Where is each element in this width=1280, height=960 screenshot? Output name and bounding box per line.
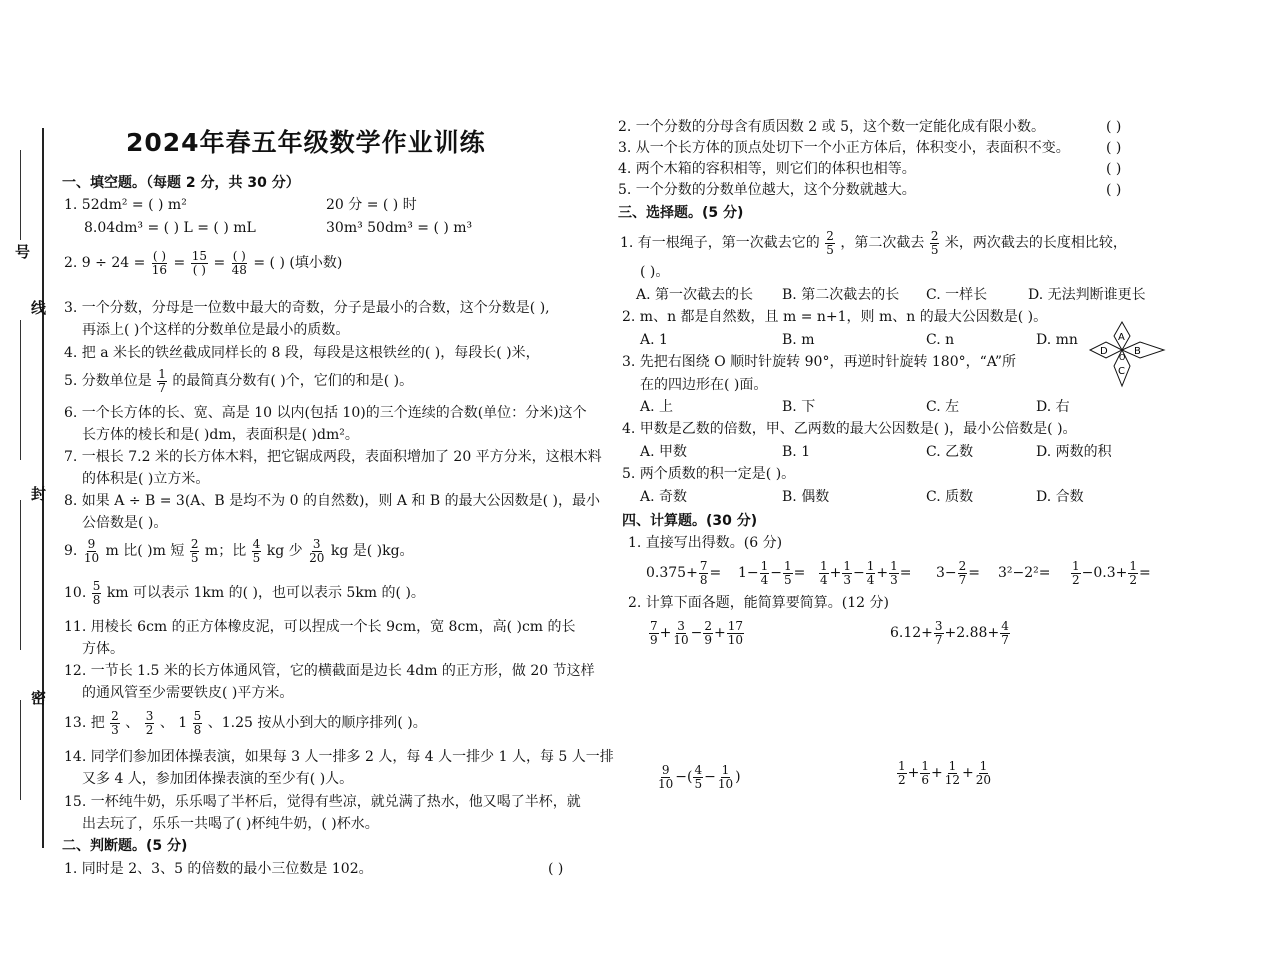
choice-3-option-b: B. 下	[782, 399, 816, 415]
question-3a: 3. 一个分数，分母是一位数中最大的奇数，分子是最小的合数，这个分数是( ),	[64, 300, 550, 316]
denominator: 48	[231, 262, 247, 277]
worksheet-title: 2024年春五年级数学作业训练	[126, 128, 486, 157]
calc-1-header: 1. 直接写出得数。(6 分)	[628, 535, 783, 551]
q2-equals: =	[173, 255, 186, 272]
section-judge-header: 二、判断题。(5 分)	[62, 838, 188, 854]
q5-text: 的最简真分数有( )个，它们的和是( )。	[172, 373, 414, 390]
margin-dash-line	[20, 320, 21, 460]
section-calc-header: 四、计算题。(30 分)	[622, 513, 758, 529]
choice-5: 5. 两个质数的积一定是( )。	[622, 466, 796, 482]
denominator: 5	[252, 550, 261, 565]
calc-simplify-1: $\frac{7}{9}$ + $\frac{3}{10}$ − $\frac{2}{9}$ + $\frac{17}{10}$	[650, 619, 744, 647]
question-6b: 长方体的棱长和是( )dm，表面积是( )dm²。	[82, 427, 359, 443]
margin-label: 封	[29, 486, 47, 501]
margin-dash-line	[20, 500, 21, 650]
denominator: 5	[190, 550, 199, 565]
c1-fraction-1	[825, 230, 835, 256]
q9-text: m 比( )m 短	[105, 543, 185, 560]
calc-expr-1: 0.375+ $\frac{7}{8}$ =	[646, 559, 722, 587]
denominator: 7	[158, 380, 166, 395]
q5-fraction	[157, 368, 167, 394]
question-1d: 30m³ 50dm³ = ( ) m³	[326, 220, 473, 236]
denominator: 2	[145, 722, 154, 737]
choice-4: 4. 甲数是乙数的倍数，甲、乙两数的最大公因数是( )，最小公倍数是( )。	[622, 421, 1077, 437]
rhombus-right	[1122, 342, 1164, 358]
question-9	[64, 538, 414, 564]
numerator: 2	[190, 537, 199, 551]
numerator: ( )	[152, 249, 167, 263]
margin-dash-line	[20, 150, 21, 240]
choice-2-option-c: C. n	[926, 332, 955, 348]
q10-text: 10.	[64, 585, 87, 602]
denominator: 3	[111, 722, 119, 737]
judge-2-answer-paren: ( )	[1106, 119, 1122, 135]
q2-fraction-2	[191, 250, 208, 276]
denominator: 16	[151, 262, 168, 277]
denominator: 20	[309, 550, 325, 565]
judge-3: 3. 从一个长方体的顶点处切下一个小正方体后，体积变小，表面积不变。	[618, 140, 1070, 156]
numerator: 3	[145, 709, 154, 723]
choice-5-option-c: C. 质数	[926, 489, 974, 505]
question-11b: 方体。	[82, 641, 124, 657]
q13-fraction-2	[145, 710, 155, 736]
calc-expr-5: 3²−2²=	[998, 565, 1051, 581]
numerator: 2	[826, 229, 834, 243]
judge-4-answer-paren: ( )	[1106, 161, 1122, 177]
q13-mixed-whole: 1	[178, 715, 188, 732]
calc-simplify-3: $\frac{9}{10}$ −( $\frac{4}{5}$ − $\frac{1}{10}$ )	[658, 763, 741, 791]
q10-text: km 可以表示 1km 的( )，也可以表示 5km 的( )。	[106, 585, 425, 602]
choice-2-option-b: B. m	[782, 332, 815, 348]
choice-4-option-c: C. 乙数	[926, 444, 974, 460]
rotation-figure	[1088, 318, 1168, 390]
question-1c: 8.04dm³ = ( ) L = ( ) mL	[84, 220, 256, 236]
choice-1-option-b: B. 第二次截去的长	[782, 287, 900, 303]
denominator: 10	[83, 550, 100, 565]
denominator: 5	[930, 242, 939, 257]
question-4: 4. 把 a 米长的铁丝截成同样长的 8 段，每段是这根铁丝的( )，每段长( )米，	[64, 345, 540, 361]
q13-separator: 、	[125, 715, 140, 732]
numerator: 4	[252, 537, 261, 551]
q13-text: 、1.25 按从小到大的顺序排列( )。	[207, 715, 427, 732]
choice-1-option-a: A. 第一次截去的长	[636, 287, 754, 303]
question-8b: 公倍数是( )。	[82, 515, 168, 531]
denominator: 5	[826, 242, 834, 257]
choice-1	[620, 230, 1127, 256]
q13-fraction-1	[110, 710, 120, 736]
numerator: 3	[312, 537, 321, 551]
judge-2: 2. 一个分数的分母含有质因数 2 或 5，这个数一定能化成有限小数。	[618, 119, 1045, 135]
q9-text: kg 是( )kg。	[330, 543, 414, 560]
numerator: ( )	[232, 249, 246, 263]
calc-simplify-4: $\frac{1}{2}$ + $\frac{1}{6}$ + $\frac{1}{12}$ + $\frac{1}{20}$	[898, 759, 992, 787]
choice-1-option-d: D. 无法判断谁更长	[1028, 287, 1146, 303]
q2-text: 2. 9 ÷ 24 =	[64, 255, 146, 272]
choice-3b: 在的四边形在( )面。	[640, 377, 768, 393]
q2-fraction-1	[151, 250, 168, 276]
q9-fraction-2	[190, 538, 200, 564]
question-10	[64, 580, 425, 606]
question-14b: 又多 4 人，参加团体操表演的至少有( )人。	[82, 771, 354, 787]
choice-3-option-c: C. 左	[926, 399, 960, 415]
numerator: 5	[193, 709, 202, 723]
question-15b: 出去玩了，乐乐一共喝了( )杯纯牛奶，( )杯水。	[82, 816, 379, 832]
numerator: 9	[87, 537, 96, 551]
choice-5-option-d: D. 合数	[1036, 489, 1084, 505]
figure-label-c: C	[1118, 366, 1125, 377]
q9-text: kg 少	[266, 543, 303, 560]
question-12b: 的通风管至少需要铁皮( )平方米。	[82, 685, 294, 701]
section-fill-in-header: 一、填空题。（每题 2 分，共 30 分）	[62, 175, 300, 191]
denominator: ( )	[192, 262, 206, 277]
denominator: 8	[193, 722, 202, 737]
question-6a: 6. 一个长方体的长、宽、高是 10 以内(包括 10)的三个连续的合数(单位：分米)这个	[64, 405, 587, 421]
q9-text: 9.	[64, 543, 78, 560]
choice-3-option-a: A. 上	[640, 399, 674, 415]
q10-fraction	[92, 580, 102, 606]
q9-fraction-3	[252, 538, 262, 564]
c1-text: 1. 有一根绳子，第一次截去它的	[620, 235, 820, 252]
numerator: 1	[158, 367, 166, 381]
calc-expr-3: $\frac{1}{4}$ + $\frac{1}{3}$ − $\frac{1}{4}$ + $\frac{1}{3}$ =	[820, 559, 912, 587]
question-1a: 1. 52dm² = ( ) m²	[64, 197, 187, 213]
choice-4-option-a: A. 甲数	[640, 444, 688, 460]
figure-label-b: B	[1134, 346, 1141, 357]
question-11a: 11. 用棱长 6cm 的正方体橡皮泥，可以捏成一个长 9cm，宽 8cm，高( )cm 的长	[64, 619, 576, 635]
calc-expr-4: 3− $\frac{2}{7}$ =	[936, 559, 981, 587]
calc-simplify-2: 6.12+ $\frac{3}{7}$ +2.88+ $\frac{4}{7}$	[890, 619, 1009, 647]
judge-1: 1. 同时是 2、3、5 的倍数的最小三位数是 102。	[64, 861, 373, 877]
section-choice-header: 三、选择题。(5 分)	[618, 205, 744, 221]
choice-2-option-d: D. mn	[1036, 332, 1078, 348]
question-15a: 15. 一杯纯牛奶，乐乐喝了半杯后，觉得有些凉，就兑满了热水，他又喝了半杯，就	[64, 794, 581, 810]
calc-expr-6: $\frac{1}{2}$ −0.3+ $\frac{1}{2}$ =	[1072, 559, 1151, 587]
figure-label-o: O	[1119, 353, 1126, 362]
numerator: 15	[191, 249, 207, 263]
calc-2-header: 2. 计算下面各题，能简算要简算。(12 分)	[628, 595, 889, 611]
question-12a: 12. 一节长 1.5 米的长方体通风管，它的横截面是边长 4dm 的正方形，做 20 节这样	[64, 663, 595, 679]
q9-fraction-4	[308, 538, 325, 564]
numerator: 5	[92, 579, 101, 593]
question-3b: 再添上( )个这样的分数单位是最小的质数。	[82, 322, 350, 338]
q13-text: 13. 把	[64, 715, 105, 732]
numerator: 2	[111, 709, 119, 723]
choice-2-option-a: A. 1	[640, 332, 668, 348]
judge-3-answer-paren: ( )	[1106, 140, 1122, 156]
choice-4-option-b: B. 1	[782, 444, 811, 460]
choice-4-option-d: D. 两数的积	[1036, 444, 1112, 460]
c1-text: ，第二次截去	[840, 235, 925, 252]
figure-label-d: D	[1100, 346, 1108, 357]
judge-4: 4. 两个木箱的容积相等，则它们的体积也相等。	[618, 161, 916, 177]
choice-5-option-a: A. 奇数	[640, 489, 688, 505]
question-5	[64, 368, 413, 394]
question-13	[64, 710, 427, 736]
q2-equals: =	[213, 255, 226, 272]
figure-label-a: A	[1118, 332, 1125, 343]
judge-5: 5. 一个分数的分数单位越大，这个分数就越大。	[618, 182, 916, 198]
q13-fraction-3	[193, 710, 203, 736]
q9-fraction-1	[83, 538, 100, 564]
margin-label: 线	[29, 300, 47, 315]
judge-1-answer-paren: ( )	[548, 861, 564, 877]
q2-fraction-3	[231, 250, 248, 276]
denominator: 8	[92, 592, 101, 607]
question-1b: 20 分 = ( ) 时	[326, 197, 417, 213]
c1-fraction-2	[930, 230, 940, 256]
margin-dash-line	[20, 700, 21, 800]
question-7b: 的体积是( )立方米。	[82, 471, 210, 487]
q13-separator: 、	[159, 715, 174, 732]
q9-text: m；比	[204, 543, 247, 560]
choice-3a: 3. 先把右图绕 O 顺时针旋转 90°，再逆时针旋转 180°，“A”所	[622, 354, 1016, 370]
question-7a: 7. 一根长 7.2 米的长方体木料，把它锯成两段，表面积增加了 20 平方分米，这根木料	[64, 449, 602, 465]
q2-text: = ( ) (填小数)	[253, 255, 343, 272]
question-2	[64, 250, 342, 276]
choice-5-option-b: B. 偶数	[782, 489, 830, 505]
numerator: 2	[930, 229, 939, 243]
margin-label: 号	[13, 244, 31, 259]
question-14a: 14. 同学们参加团体操表演，如果每 3 人一排多 2 人，每 4 人一排少 1 人，每 5 人一排	[64, 749, 614, 765]
choice-1-option-c: C. 一样长	[926, 287, 988, 303]
judge-5-answer-paren: ( )	[1106, 182, 1122, 198]
calc-expr-2: 1− $\frac{1}{4}$ − $\frac{1}{5}$ =	[738, 559, 806, 587]
question-8a: 8. 如果 A ÷ B = 3(A、B 是均不为 0 的自然数)，则 A 和 B 的最大公因数是( )，最小	[64, 493, 600, 509]
margin-label: 密	[29, 690, 47, 705]
q5-text: 5. 分数单位是	[64, 373, 152, 390]
choice-1b: ( )。	[640, 264, 670, 280]
c1-text: 米，两次截去的长度相比较，	[944, 235, 1127, 252]
choice-3-option-d: D. 右	[1036, 399, 1070, 415]
choice-2: 2. m、n 都是自然数，且 m = n+1，则 m、n 的最大公因数是( )。	[622, 309, 1048, 325]
